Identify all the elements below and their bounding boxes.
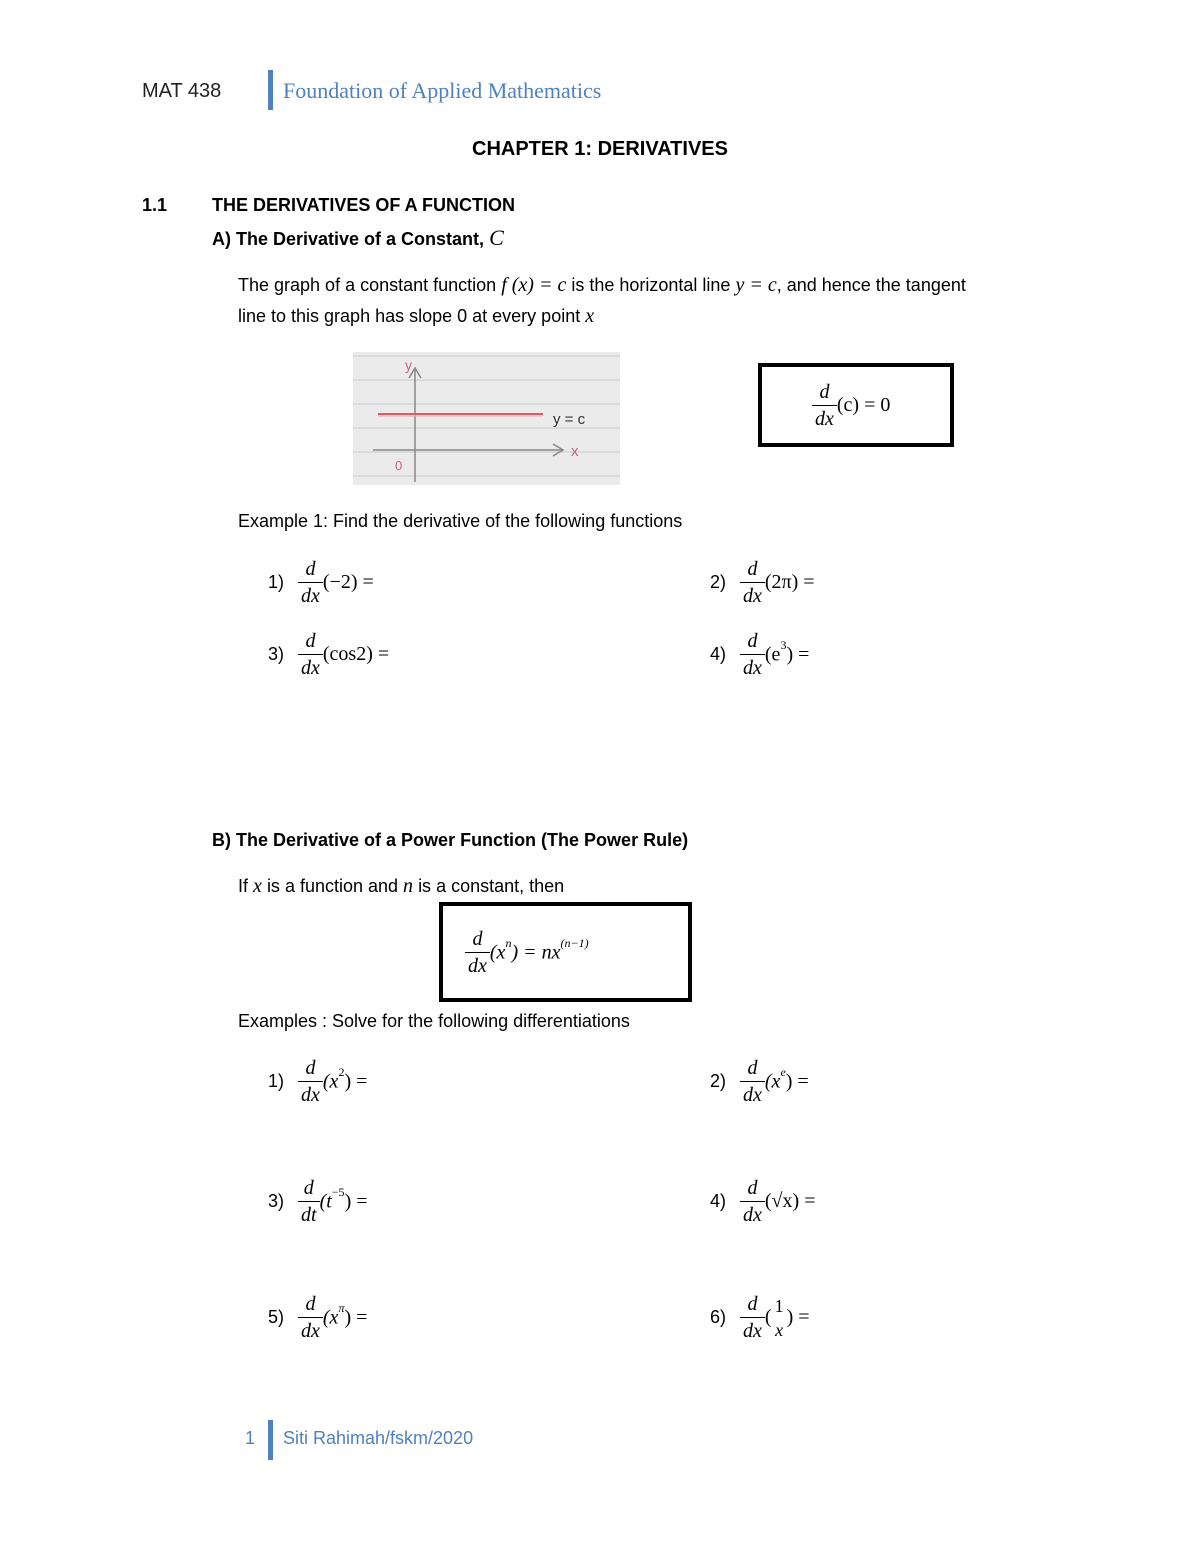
graph-svg <box>353 352 620 485</box>
chapter-title: CHAPTER 1: DERIVATIVES <box>472 138 728 160</box>
derivative-operator: $\frac{d}{dx}$ <box>812 381 837 430</box>
example1-item-2: 2) $\frac{d}{dx}$ (2π) = <box>709 558 815 607</box>
power-rule: $\frac{d}{dx}$ $(x^n) = nx^{(n-1)}$ <box>465 928 589 977</box>
constant-rule-expr: (c) = 0 <box>836 394 891 416</box>
part-b-heading: B) The Derivative of a Power Function (The Power Rule) <box>212 830 689 850</box>
para-x: x <box>585 305 595 327</box>
section-title: THE DERIVATIVES OF A FUNCTION <box>212 195 516 215</box>
part-a-paragraph-line2 <box>238 301 594 332</box>
footer-author: Siti Rahimah/fskm/2020 <box>283 1428 474 1448</box>
constant-function-graph <box>353 352 620 485</box>
course-title: Foundation of Applied Mathematics <box>283 78 602 103</box>
header-divider <box>268 70 273 110</box>
para-y: y = c <box>735 274 777 296</box>
graph-label-y: y <box>405 357 412 373</box>
power-example-6: 6) $\frac{d}{dx}$ ( 1 x ) = <box>709 1293 810 1342</box>
power-example-1: 1) $\frac{d}{dx}$ $(x^2)$ = <box>267 1057 368 1106</box>
graph-label-origin: 0 <box>395 458 403 473</box>
para-text-1: The graph of a constant function <box>238 275 497 295</box>
example1-item-4: 4) $\frac{d}{dx}$ $(e^3)$ = <box>709 630 810 679</box>
example1-item-1: 1) $\frac{d}{dx}$ (−2) = <box>267 558 374 607</box>
power-example-5: 5) $\frac{d}{dx}$ $(x^\pi)$ = <box>267 1293 368 1342</box>
para-text-4: line to this graph has slope 0 at every point <box>238 306 581 326</box>
part-a-heading-text: A) The Derivative of a Constant, <box>212 229 485 249</box>
example1-intro: Example 1: Find the derivative of the following functions <box>238 511 683 531</box>
page-number: 1 <box>245 1428 256 1448</box>
footer-divider <box>268 1420 273 1460</box>
examples-intro: Examples : Solve for the following differentiations <box>238 1011 630 1031</box>
part-a-heading <box>212 225 504 251</box>
para-text-3: , and hence the tangent <box>776 275 966 295</box>
course-code: MAT 438 <box>142 80 222 102</box>
part-a-paragraph-line1 <box>238 270 966 301</box>
constant-rule <box>812 381 890 430</box>
graph-label-x: x <box>571 443 579 460</box>
section-number: 1.1 <box>142 195 168 215</box>
graph-label-line: y = c <box>553 411 586 428</box>
power-example-4: 4) $\frac{d}{dx}$ (√x) = <box>709 1177 816 1226</box>
constant-rule-box <box>758 363 954 447</box>
example1-item-3: 3) $\frac{d}{dx}$ (cos2) = <box>267 630 390 679</box>
power-rule-box <box>439 902 692 1002</box>
derivative-operator: $\frac{d}{dx}$ <box>465 928 490 977</box>
part-b-intro: If x is a function and n is a constant, then <box>238 875 565 897</box>
para-fx: f (x) = c <box>501 274 567 296</box>
power-example-3: 3) $\frac{d}{dt}$ $(t^{-5})$ = <box>267 1177 368 1226</box>
power-example-2: 2) $\frac{d}{dx}$ $(x^e)$ = <box>709 1057 809 1106</box>
para-text-2: is the horizontal line <box>571 275 731 295</box>
part-a-heading-symbol: C <box>489 225 504 250</box>
